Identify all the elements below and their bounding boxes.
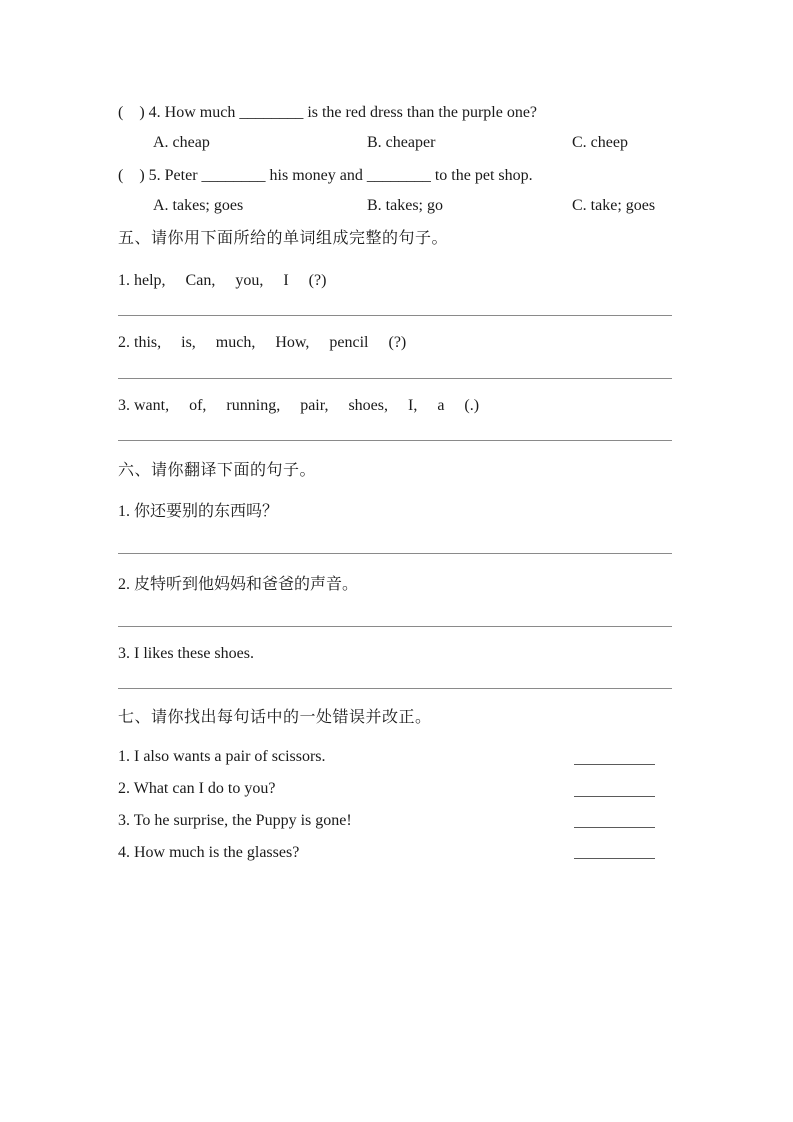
scramble-item-1: 1. help, Can, you, I (?) — [118, 272, 327, 289]
choice-question-4-options — [0, 134, 793, 154]
answer-line — [118, 315, 672, 316]
section-six-heading: 六、请你翻译下面的句子。 — [118, 462, 317, 479]
correction-blank — [574, 827, 655, 828]
option-4a: A. cheap — [153, 134, 210, 151]
correction-item-1: 1. I also wants a pair of scissors. — [118, 748, 326, 765]
choice-question-5-options — [0, 197, 793, 217]
option-4b: B. cheaper — [367, 134, 436, 151]
scramble-item-3: 3. want, of, running, pair, shoes, I, a (.) — [118, 397, 480, 414]
choice-question-5-stem: ( ) 5. Peter ________ his money and ________ to the pet shop. — [118, 167, 533, 184]
section-five-heading: 五、请你用下面所给的单词组成完整的句子。 — [118, 230, 449, 247]
option-5c: C. take; goes — [572, 197, 656, 214]
answer-line — [118, 688, 672, 689]
correction-item-4: 4. How much is the glasses? — [118, 844, 300, 861]
scramble-item-2: 2. this, is, much, How, pencil (?) — [118, 334, 407, 351]
correction-blank — [574, 764, 655, 765]
section-seven-heading: 七、请你找出每句话中的一处错误并改正。 — [118, 709, 432, 726]
translation-item-3: 3. I likes these shoes. — [118, 645, 254, 662]
choice-question-4-stem: ( ) 4. How much ________ is the red dress than the purple one? — [118, 104, 538, 121]
answer-line — [118, 626, 672, 627]
correction-blank — [574, 858, 655, 859]
option-5b: B. takes; go — [367, 197, 443, 214]
translation-item-2: 2. 皮特听到他妈妈和爸爸的声音。 — [118, 576, 359, 593]
option-4c: C. cheep — [572, 134, 628, 151]
option-5a: A. takes; goes — [153, 197, 244, 214]
answer-line — [118, 553, 672, 554]
answer-line — [118, 440, 672, 441]
answer-line — [118, 378, 672, 379]
correction-item-2: 2. What can I do to you? — [118, 780, 276, 797]
correction-item-3: 3. To he surprise, the Puppy is gone! — [118, 812, 352, 829]
translation-item-1: 1. 你还要别的东西吗？ — [118, 503, 279, 520]
correction-blank — [574, 796, 655, 797]
